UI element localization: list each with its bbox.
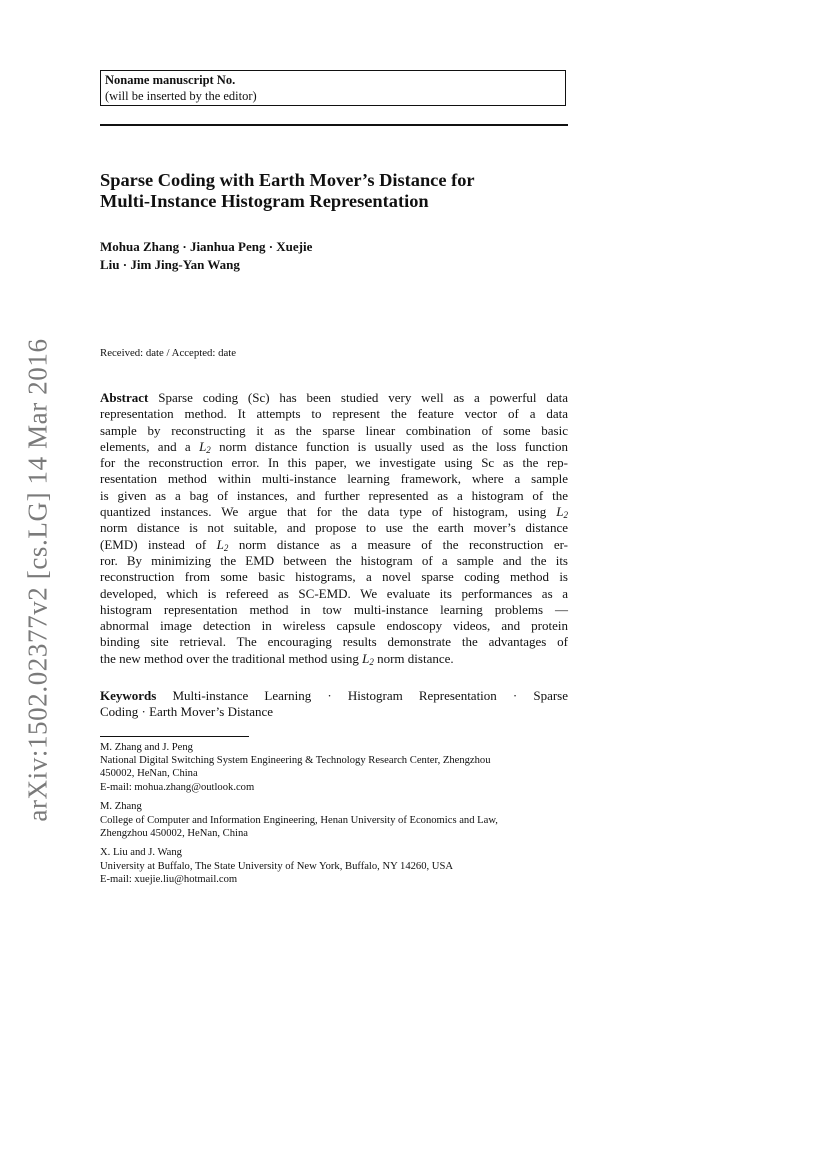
abstract-line: ror. By minimizing the EMD between the histogram of a sample and the its bbox=[100, 552, 568, 568]
abstract-line: for the reconstruction error. In this paper, we investigate using Sc as the rep- bbox=[100, 455, 568, 471]
affiliation-line: College of Computer and Information Engineering, Henan University of Economics and Law, bbox=[100, 814, 498, 826]
abstract-heading: Abstract bbox=[100, 390, 149, 405]
math-l-norm: $L_2$ bbox=[362, 650, 374, 667]
abstract-line: norm distance is not suitable, and propose to use the earth mover’s distance bbox=[100, 520, 568, 536]
affiliation-block bbox=[100, 741, 568, 794]
affiliation-line: M. Zhang and J. Peng bbox=[100, 742, 193, 753]
keywords-line: Coding · Earth Mover’s Distance bbox=[100, 704, 274, 720]
math-l-norm: $L_2$ bbox=[556, 504, 568, 521]
header-rule bbox=[100, 124, 568, 126]
author-line: Liu · Jim Jing-Yan Wang bbox=[100, 256, 240, 272]
affiliation-block bbox=[100, 846, 568, 886]
abstract-line: reconstruction from some basic histograms, a novel sparse coding method is bbox=[100, 569, 568, 585]
math-l-norm: $L_2$ bbox=[216, 536, 229, 553]
affiliation-line: E-mail: mohua.zhang@outlook.com bbox=[100, 781, 255, 793]
keywords-line bbox=[100, 688, 568, 704]
abstract-line: binding site retrieval. The encouraging results demonstrate the advantages of bbox=[100, 634, 568, 650]
affiliation-line: M. Zhang bbox=[100, 801, 142, 813]
keywords-section bbox=[100, 688, 568, 721]
keywords-heading: Keywords bbox=[100, 688, 157, 703]
affiliations bbox=[100, 741, 568, 893]
abstract-line: sample by reconstructing it as the sparse linear combination of some basic bbox=[100, 422, 568, 438]
title-line: Sparse Coding with Earth Mover’s Distance for bbox=[100, 170, 475, 190]
abstract-line: elements, and a $L_2$ norm distance function is usually used as the loss function bbox=[100, 438, 568, 455]
affiliation-block bbox=[100, 800, 568, 840]
manuscript-number: Noname manuscript No. bbox=[105, 73, 236, 87]
author-line: Mohua Zhang · Jianhua Peng · Xuejie bbox=[100, 239, 313, 254]
abstract-line: the new method over the traditional method using $L_2$ norm distance. bbox=[100, 650, 454, 667]
math-l-norm: $L_2$ bbox=[199, 438, 211, 455]
abstract-line: representation method. It attempts to represent the feature vector of a data bbox=[100, 406, 568, 422]
author-list bbox=[100, 238, 400, 273]
affiliation-line: X. Liu and J. Wang bbox=[100, 847, 182, 859]
abstract-line: developed, which is refereed as SC-EMD. We evaluate its performances as a bbox=[100, 585, 568, 601]
keywords-text: Multi-instance Learning · Histogram Representation · Sparse bbox=[172, 688, 568, 703]
abstract-line: resentation method within multi-instance learning framework, where a sample bbox=[100, 471, 568, 487]
arxiv-identifier-stamp: arXiv:1502.02377v2 [cs.LG] 14 Mar 2016 bbox=[22, 338, 53, 822]
abstract-line: is given as a bag of instances, and further represented as a histogram of the bbox=[100, 487, 568, 503]
affiliation-line: E-mail: xuejie.liu@hotmail.com bbox=[100, 873, 238, 885]
abstract-line: quantized instances. We argue that for the data type of histogram, using $L_2$ bbox=[100, 504, 568, 521]
footnote-rule bbox=[100, 736, 249, 737]
abstract-line: histogram representation method in tow multi-instance learning problems — bbox=[100, 601, 568, 617]
affiliation-line: 450002, HeNan, China bbox=[100, 768, 198, 780]
affiliation-line: Zhengzhou 450002, HeNan, China bbox=[100, 827, 248, 839]
manuscript-info-box bbox=[100, 70, 566, 106]
title-line: Multi-Instance Histogram Representation bbox=[100, 191, 429, 211]
received-accepted-dates: Received: date / Accepted: date bbox=[100, 347, 237, 359]
editor-note: (will be inserted by the editor) bbox=[105, 89, 257, 103]
paper-title bbox=[100, 170, 570, 212]
affiliation-line: University at Buffalo, The State University of New York, Buffalo, NY 14260, USA bbox=[100, 860, 453, 872]
abstract-line: (EMD) instead of $L_2$ norm distance as a measure of the reconstruction er- bbox=[100, 536, 568, 553]
abstract-section bbox=[100, 390, 568, 667]
abstract-line: Abstract Sparse coding (Sc) has been studied very well as a powerful data bbox=[100, 390, 569, 405]
abstract-line: abnormal image detection in wireless capsule endoscopy videos, and protein bbox=[100, 618, 568, 634]
affiliation-line: National Digital Switching System Engineering & Technology Research Center, Zhengzhou bbox=[100, 755, 491, 767]
